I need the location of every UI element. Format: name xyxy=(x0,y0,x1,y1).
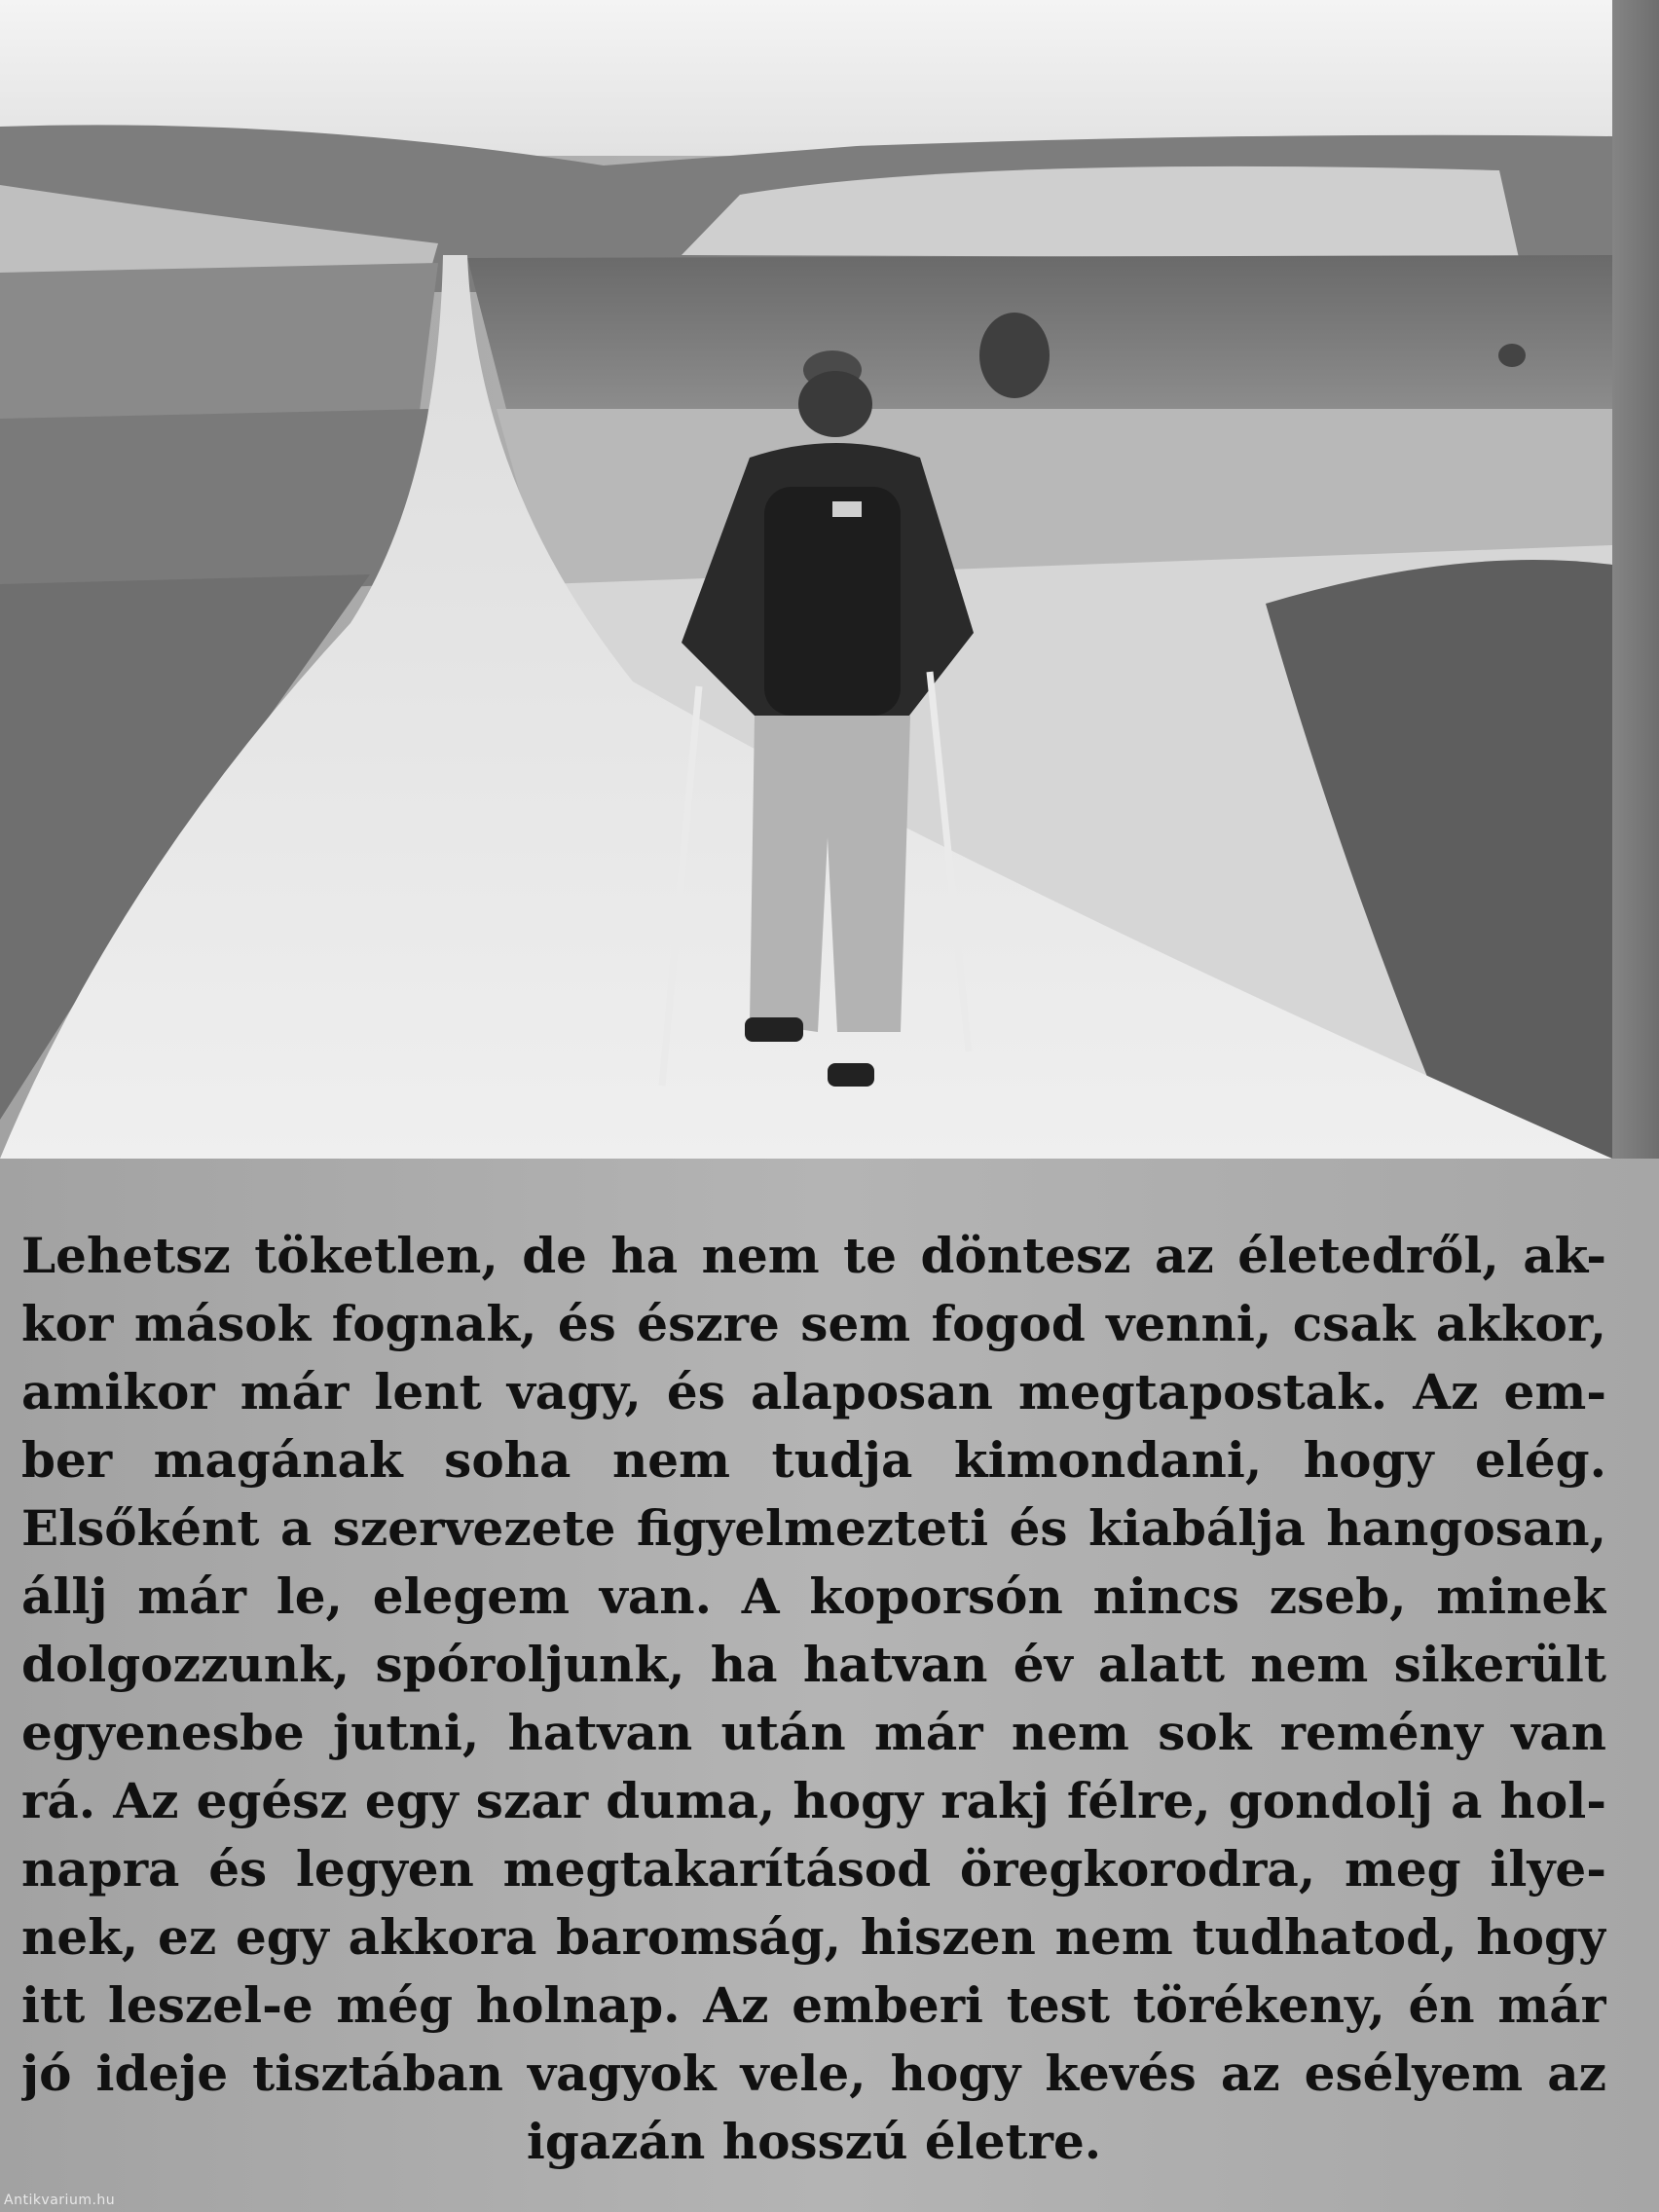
passage-line: napra és legyen megtakarításod öregkorodra, meg ilye- xyxy=(21,1840,1606,1898)
passage-text xyxy=(21,1222,1606,2176)
passage-line: rá. Az egész egy szar duma, hogy rakj félre, gondolj a hol- xyxy=(21,1772,1606,1829)
passage-line: itt leszel-e még holnap. Az emberi test törékeny, én már xyxy=(21,1976,1606,2034)
passage-line: ber magának soha nem tudja kimondani, hogy elég. xyxy=(21,1431,1606,1489)
passage-line: jó ideje tisztában vagyok vele, hogy kevés az esélyem az xyxy=(21,2045,1606,2102)
passage-line: Lehetsz töketlen, de ha nem te döntesz az életedről, ak- xyxy=(21,1227,1606,1284)
passage-line: állj már le, elegem van. A koporsón nincs zseb, minek xyxy=(21,1567,1606,1625)
passage-line: Elsőként a szervezete figyelmezteti és kiabálja hangosan, xyxy=(21,1499,1606,1557)
passage-line-last: igazán hosszú életre. xyxy=(526,2113,1102,2170)
watermark: Antikvarium.hu xyxy=(4,2193,116,2208)
passage-line: dolgozzunk, spóroljunk, ha hatvan év alatt nem sikerült xyxy=(21,1636,1606,1693)
passage-line: egyenesbe jutni, hatvan után már nem sok remény van xyxy=(21,1704,1606,1761)
passage-line: amikor már lent vagy, és alaposan megtapostak. Az em- xyxy=(21,1363,1606,1420)
passage-line: nek, ez egy akkora baromság, hiszen nem tudhatod, hogy xyxy=(21,1908,1606,1966)
passage-line: kor mások fognak, és észre sem fogod venni, csak akkor, xyxy=(21,1295,1606,1352)
